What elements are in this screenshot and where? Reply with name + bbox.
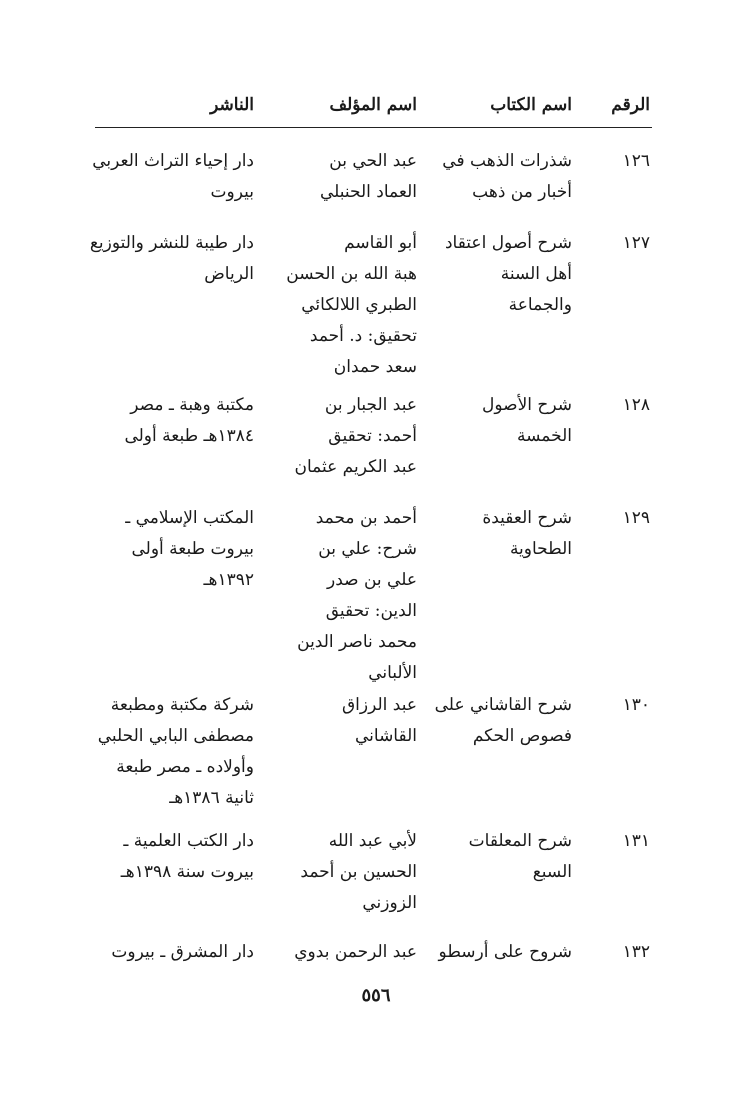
- header-book-title: اسم الكتاب: [490, 95, 572, 115]
- author: لأبي عبد الله الحسين بن أحمد الزوزني: [300, 831, 417, 913]
- book-title: شذرات الذهب في أخبار من ذهب: [442, 151, 572, 202]
- book-title: شرح العقيدة الطحاوية: [482, 508, 572, 559]
- row-number: ١٣١: [622, 831, 650, 851]
- row-number: ١٢٨: [622, 395, 650, 415]
- author: عبد الحي بن العماد الحنبلي: [319, 151, 417, 202]
- publisher: دار الكتب العلمية ـ بيروت سنة ١٣٩٨هـ: [120, 831, 254, 882]
- page-number: ٥٥٦: [361, 985, 391, 1006]
- header-number: الرقم: [611, 95, 650, 115]
- book-title: شرح القاشاني على فصوص الحكم: [434, 695, 572, 746]
- table-header: [0, 93, 752, 119]
- row-number: ١٢٦: [622, 151, 650, 171]
- header-author: اسم المؤلف: [329, 95, 417, 115]
- row-number: ١٣٢: [622, 942, 650, 962]
- publisher: مكتبة وهبة ـ مصر ١٣٨٤هـ طبعة أولى: [124, 395, 254, 446]
- author: أحمد بن محمد شرح: علي بن علي بن صدر الدين: تحقيق محمد ناصر الدين الألباني: [297, 508, 417, 683]
- header-publisher: الناشر: [210, 95, 254, 115]
- publisher: دار إحياء التراث العربي بيروت: [92, 151, 254, 202]
- book-title: شرح أصول اعتقاد أهل السنة والجماعة: [444, 233, 572, 315]
- book-title: شرح الأصول الخمسة: [482, 395, 572, 446]
- author: أبو القاسم هبة الله بن الحسن الطبري اللالكائي تحقيق: د. أحمد سعد حمدان: [286, 233, 417, 377]
- header-rule: [95, 127, 652, 128]
- book-title: شرح المعلقات السبع: [468, 831, 572, 882]
- author: عبد الرزاق القاشاني: [341, 695, 417, 746]
- author: عبد الجبار بن أحمد: تحقيق عبد الكريم عثمان: [294, 395, 417, 477]
- row-number: ١٢٩: [622, 508, 650, 528]
- row-number: ١٣٠: [622, 695, 650, 715]
- publisher: شركة مكتبة ومطبعة مصطفى البابي الحلبي وأولاده ـ مصر طبعة ثانية ١٣٨٦هـ: [97, 695, 254, 808]
- book-title: شروح على أرسطو: [438, 942, 572, 962]
- publisher: دار المشرق ـ بيروت: [111, 942, 254, 962]
- publisher: المكتب الإسلامي ـ بيروت طبعة أولى ١٣٩٢هـ: [125, 508, 254, 590]
- author: عبد الرحمن بدوي: [294, 942, 417, 962]
- publisher: دار طيبة للنشر والتوزيع الرياض: [89, 233, 254, 284]
- row-number: ١٢٧: [622, 233, 650, 253]
